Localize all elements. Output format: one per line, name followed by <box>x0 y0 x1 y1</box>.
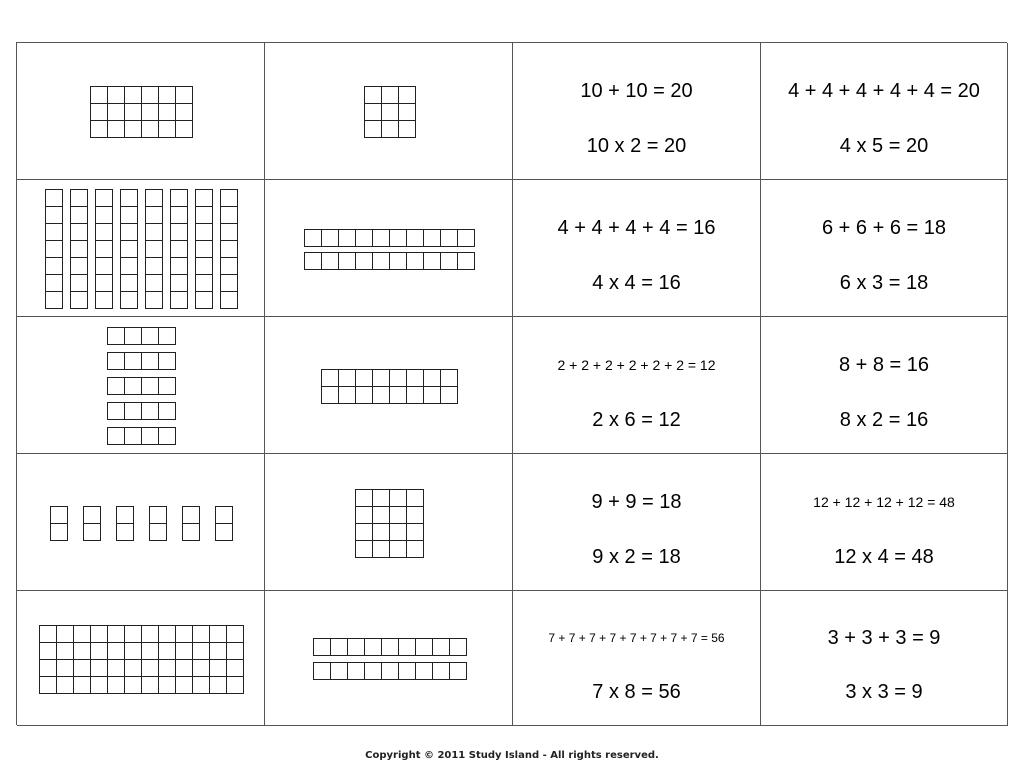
addition-sentence: 10 + 10 = 20 <box>580 80 693 102</box>
array-square <box>158 659 176 677</box>
array-square <box>389 506 407 524</box>
array-square <box>95 223 113 241</box>
array-square <box>39 659 57 677</box>
array-cell <box>17 454 265 591</box>
array-square <box>124 642 142 660</box>
array-square <box>124 86 142 104</box>
array-square <box>145 189 163 207</box>
array-square <box>50 523 68 541</box>
array-square <box>158 427 176 445</box>
array-square <box>90 642 108 660</box>
array-square <box>449 662 467 680</box>
array-square <box>107 352 125 370</box>
array-square <box>145 206 163 224</box>
array-square <box>355 252 373 270</box>
array-square <box>141 103 159 121</box>
array-square <box>158 352 176 370</box>
array-square <box>158 120 176 138</box>
array-square <box>192 676 210 694</box>
array-square <box>124 327 142 345</box>
array-square <box>141 676 159 694</box>
array-cell <box>17 43 265 180</box>
array-square <box>145 291 163 309</box>
array-square <box>158 642 176 660</box>
array-square <box>321 229 339 247</box>
array-square <box>39 625 57 643</box>
array-square <box>423 369 441 387</box>
array-square <box>389 523 407 541</box>
array-cell <box>265 180 513 317</box>
array-square <box>440 386 458 404</box>
array-square <box>175 642 193 660</box>
equation-cell <box>513 43 761 180</box>
array-square <box>116 506 134 524</box>
array-square <box>406 229 424 247</box>
array-square <box>364 103 382 121</box>
equation-cell <box>513 454 761 591</box>
array-square <box>70 223 88 241</box>
array-square <box>158 86 176 104</box>
array-square <box>381 638 399 656</box>
array-square <box>124 659 142 677</box>
array-square <box>45 257 63 275</box>
array-square <box>124 427 142 445</box>
array-square <box>170 240 188 258</box>
array-square <box>406 369 424 387</box>
array-square <box>73 676 91 694</box>
array-square <box>372 386 390 404</box>
array-square <box>372 523 390 541</box>
array-square <box>355 369 373 387</box>
array-square <box>56 676 74 694</box>
addition-sentence: 2 + 2 + 2 + 2 + 2 + 2 = 12 <box>557 357 716 373</box>
array-square <box>209 659 227 677</box>
addition-sentence: 4 + 4 + 4 + 4 = 16 <box>557 217 716 239</box>
array-square <box>107 625 125 643</box>
array-square <box>381 86 399 104</box>
array-square <box>95 274 113 292</box>
array-square <box>389 369 407 387</box>
array-square <box>141 377 159 395</box>
equation-cell <box>761 317 1008 454</box>
square-array <box>364 86 415 137</box>
array-square <box>120 189 138 207</box>
array-square <box>355 386 373 404</box>
equation-cell <box>761 454 1008 591</box>
array-square <box>372 540 390 558</box>
array-square <box>45 274 63 292</box>
array-square <box>116 523 134 541</box>
array-square <box>124 120 142 138</box>
array-square <box>449 638 467 656</box>
array-square <box>304 229 322 247</box>
array-square <box>338 386 356 404</box>
array-square <box>372 506 390 524</box>
array-square <box>389 540 407 558</box>
array-square <box>170 274 188 292</box>
array-square <box>220 223 238 241</box>
multiplication-sentence: 6 x 3 = 18 <box>839 272 929 294</box>
multiplication-sentence: 9 x 2 = 18 <box>592 546 681 568</box>
array-square <box>195 189 213 207</box>
array-square <box>70 291 88 309</box>
array-square <box>175 120 193 138</box>
array-square <box>70 257 88 275</box>
array-square <box>158 327 176 345</box>
array-square <box>149 506 167 524</box>
array-square <box>145 223 163 241</box>
addition-sentence: 8 + 8 = 16 <box>838 354 930 376</box>
array-square <box>73 642 91 660</box>
array-square <box>220 274 238 292</box>
array-square <box>141 625 159 643</box>
array-square <box>440 369 458 387</box>
array-square <box>372 489 390 507</box>
square-array <box>45 189 237 308</box>
array-square <box>321 386 339 404</box>
array-square <box>355 229 373 247</box>
multiplication-sentence: 7 x 8 = 56 <box>592 681 681 703</box>
array-square <box>347 662 365 680</box>
array-square <box>389 386 407 404</box>
array-square <box>56 659 74 677</box>
square-array <box>107 327 175 444</box>
array-square <box>50 506 68 524</box>
array-square <box>195 223 213 241</box>
array-square <box>170 257 188 275</box>
array-square <box>313 662 331 680</box>
array-square <box>124 402 142 420</box>
array-square <box>175 103 193 121</box>
array-square <box>39 676 57 694</box>
array-square <box>338 229 356 247</box>
square-array <box>39 625 243 693</box>
array-square <box>83 506 101 524</box>
array-square <box>56 625 74 643</box>
array-square <box>398 86 416 104</box>
array-square <box>195 206 213 224</box>
array-square <box>120 274 138 292</box>
array-square <box>158 377 176 395</box>
array-square <box>141 352 159 370</box>
array-square <box>226 659 244 677</box>
array-square <box>141 327 159 345</box>
array-square <box>145 257 163 275</box>
array-square <box>107 676 125 694</box>
array-square <box>406 489 424 507</box>
array-square <box>321 252 339 270</box>
array-square <box>107 427 125 445</box>
array-square <box>175 659 193 677</box>
array-square <box>389 489 407 507</box>
array-square <box>124 625 142 643</box>
array-square <box>70 240 88 258</box>
array-square <box>158 625 176 643</box>
array-square <box>141 402 159 420</box>
array-square <box>95 240 113 258</box>
array-square <box>372 252 390 270</box>
array-square <box>124 377 142 395</box>
array-square <box>440 229 458 247</box>
array-square <box>192 659 210 677</box>
array-square <box>195 274 213 292</box>
array-square <box>355 506 373 524</box>
square-array <box>355 489 423 557</box>
array-square <box>338 252 356 270</box>
array-square <box>406 506 424 524</box>
multiplication-sentence: 3 x 3 = 9 <box>845 681 923 703</box>
array-square <box>107 86 125 104</box>
array-square <box>398 120 416 138</box>
array-square <box>120 240 138 258</box>
square-array <box>313 638 466 679</box>
array-square <box>45 223 63 241</box>
array-square <box>107 377 125 395</box>
array-square <box>141 642 159 660</box>
equation-cell <box>513 591 761 726</box>
array-square <box>226 676 244 694</box>
array-square <box>220 206 238 224</box>
array-cell <box>265 43 513 180</box>
array-square <box>175 676 193 694</box>
array-square <box>120 291 138 309</box>
array-square <box>220 240 238 258</box>
array-square <box>215 506 233 524</box>
array-square <box>170 189 188 207</box>
array-square <box>192 642 210 660</box>
square-array <box>50 506 232 540</box>
array-square <box>220 257 238 275</box>
array-square <box>195 291 213 309</box>
array-square <box>107 659 125 677</box>
array-square <box>226 625 244 643</box>
array-cell <box>17 317 265 454</box>
array-square <box>372 229 390 247</box>
array-square <box>124 352 142 370</box>
array-square <box>364 638 382 656</box>
array-square <box>141 86 159 104</box>
array-square <box>389 252 407 270</box>
array-square <box>170 206 188 224</box>
array-square <box>120 206 138 224</box>
array-square <box>304 252 322 270</box>
array-cell <box>265 454 513 591</box>
array-square <box>432 662 450 680</box>
array-square <box>195 257 213 275</box>
square-array <box>321 369 457 403</box>
multiplication-sentence: 2 x 6 = 12 <box>592 409 681 431</box>
array-square <box>73 659 91 677</box>
array-square <box>158 402 176 420</box>
square-array <box>304 229 474 269</box>
array-square <box>141 120 159 138</box>
array-square <box>120 257 138 275</box>
array-square <box>364 662 382 680</box>
array-square <box>364 86 382 104</box>
array-square <box>70 206 88 224</box>
array-square <box>95 189 113 207</box>
array-square <box>107 120 125 138</box>
array-square <box>39 642 57 660</box>
array-square <box>145 274 163 292</box>
array-square <box>175 625 193 643</box>
array-square <box>398 638 416 656</box>
square-array <box>90 86 192 137</box>
array-square <box>107 327 125 345</box>
array-square <box>124 103 142 121</box>
array-square <box>355 540 373 558</box>
array-square <box>423 252 441 270</box>
array-square <box>372 369 390 387</box>
array-square <box>347 638 365 656</box>
array-square <box>330 638 348 656</box>
array-square <box>406 523 424 541</box>
array-square <box>45 206 63 224</box>
array-square <box>355 523 373 541</box>
array-cell <box>265 591 513 726</box>
array-square <box>141 659 159 677</box>
array-square <box>70 189 88 207</box>
array-square <box>95 206 113 224</box>
array-square <box>215 523 233 541</box>
array-square <box>415 662 433 680</box>
array-square <box>90 625 108 643</box>
array-square <box>70 274 88 292</box>
array-square <box>45 189 63 207</box>
addition-sentence: 7 + 7 + 7 + 7 + 7 + 7 + 7 + 7 = 56 <box>548 631 725 645</box>
multiplication-sentence: 4 x 5 = 20 <box>839 135 929 157</box>
array-cell <box>17 591 265 726</box>
array-square <box>56 642 74 660</box>
array-square <box>406 386 424 404</box>
array-square <box>381 120 399 138</box>
array-square <box>192 625 210 643</box>
array-square <box>95 257 113 275</box>
array-square <box>355 489 373 507</box>
array-square <box>45 240 63 258</box>
array-square <box>90 676 108 694</box>
multiplication-sentence: 12 x 4 = 48 <box>834 546 934 568</box>
array-square <box>107 103 125 121</box>
array-square <box>141 427 159 445</box>
array-square <box>220 189 238 207</box>
array-square <box>338 369 356 387</box>
array-square <box>90 120 108 138</box>
array-square <box>149 523 167 541</box>
equation-cell <box>761 43 1008 180</box>
array-square <box>209 625 227 643</box>
array-square <box>145 240 163 258</box>
addition-sentence: 4 + 4 + 4 + 4 + 4 = 20 <box>788 80 980 102</box>
array-square <box>195 240 213 258</box>
array-square <box>107 402 125 420</box>
equation-cell <box>761 591 1008 726</box>
array-square <box>73 625 91 643</box>
array-square <box>415 638 433 656</box>
array-square <box>120 223 138 241</box>
array-square <box>90 86 108 104</box>
copyright-footer: Copyright © 2011 Study Island - All rights reserved. <box>365 750 659 761</box>
array-cell <box>265 317 513 454</box>
array-square <box>182 506 200 524</box>
equation-cell <box>761 180 1008 317</box>
array-square <box>124 676 142 694</box>
array-square <box>182 523 200 541</box>
multiplication-sentence: 8 x 2 = 16 <box>839 409 929 431</box>
array-square <box>226 642 244 660</box>
array-square <box>423 386 441 404</box>
array-square <box>406 540 424 558</box>
array-square <box>432 638 450 656</box>
array-square <box>83 523 101 541</box>
array-square <box>175 86 193 104</box>
array-square <box>158 103 176 121</box>
array-square <box>107 642 125 660</box>
array-square <box>364 120 382 138</box>
addition-sentence: 12 + 12 + 12 + 12 = 48 <box>813 494 955 510</box>
array-square <box>398 103 416 121</box>
array-square <box>381 103 399 121</box>
array-square <box>381 662 399 680</box>
array-square <box>457 252 475 270</box>
array-square <box>90 103 108 121</box>
array-square <box>457 229 475 247</box>
worksheet-table <box>16 42 1007 725</box>
array-square <box>90 659 108 677</box>
array-square <box>440 252 458 270</box>
multiplication-sentence: 4 x 4 = 16 <box>592 272 681 294</box>
addition-sentence: 6 + 6 + 6 = 18 <box>822 217 946 239</box>
addition-sentence: 9 + 9 = 18 <box>591 491 682 513</box>
array-cell <box>17 180 265 317</box>
equation-cell <box>513 317 761 454</box>
array-square <box>313 638 331 656</box>
array-square <box>398 662 416 680</box>
array-square <box>45 291 63 309</box>
array-square <box>95 291 113 309</box>
multiplication-sentence: 10 x 2 = 20 <box>586 135 687 157</box>
array-square <box>209 642 227 660</box>
array-square <box>406 252 424 270</box>
array-square <box>389 229 407 247</box>
array-square <box>170 223 188 241</box>
array-square <box>330 662 348 680</box>
addition-sentence: 3 + 3 + 3 = 9 <box>827 627 941 649</box>
array-square <box>158 676 176 694</box>
equation-cell <box>513 180 761 317</box>
array-square <box>423 229 441 247</box>
array-square <box>321 369 339 387</box>
array-square <box>220 291 238 309</box>
array-square <box>209 676 227 694</box>
array-square <box>170 291 188 309</box>
